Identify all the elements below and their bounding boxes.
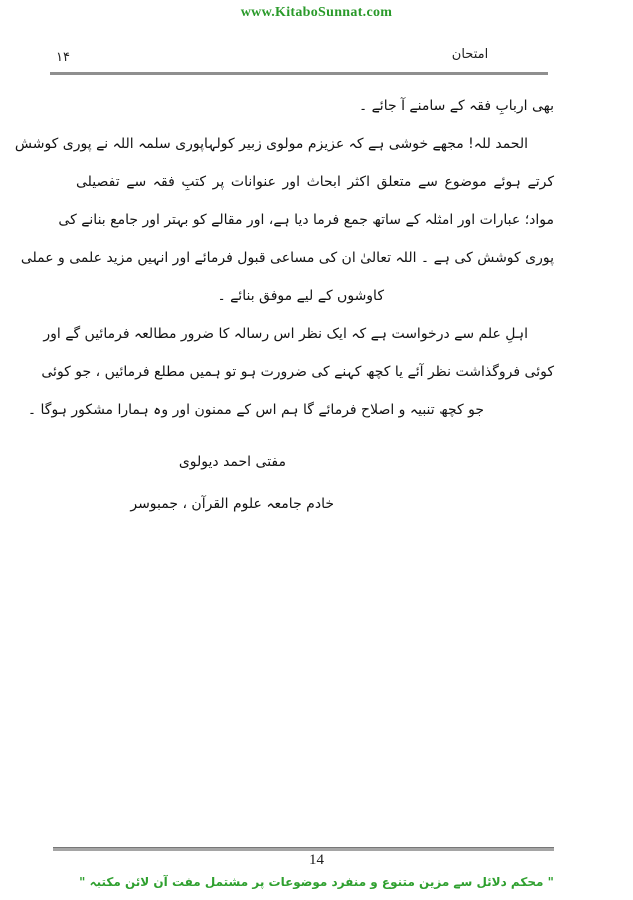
body-line: کوئی فروگذاشت نظر آئے یا کچھ کہنے کی ضرورت ہو تو ہمیں مطلع فرمائیں ، جو کوئی <box>41 364 554 380</box>
body-line: کرتے ہوئے موضوع سے متعلق اکثر ابحاث اور عنوانات پر کتبِ فقہ سے تفصیلی <box>76 174 554 190</box>
body-line: الحمد للہ! مجھے خوشی ہے کہ عزیزم مولوی زبیر کولہاپوری سلمہ اللہ نے پوری کوشش <box>14 136 528 152</box>
body-line: اہلِ علم سے درخواست ہے کہ ایک نظر اس رسالہ کا ضرور مطالعہ فرمائیں گے اور <box>43 326 528 342</box>
body-line: کاوشوں کے لیے موفق بنائے ۔ <box>217 288 384 304</box>
footer-rule <box>53 847 554 851</box>
body-text <box>14 87 554 525</box>
page-number: 14 <box>309 852 324 868</box>
header-rule <box>50 72 548 75</box>
footer-tagline: " محکم دلائل سے مزین متنوع و منفرد موضوعات پر مشتمل مفت آن لائن مکتبہ " <box>79 875 554 889</box>
site-url: www.KitaboSunnat.com <box>240 5 393 20</box>
running-title: امتحان <box>451 47 489 62</box>
header-page-number-urdu: ۱۴ <box>56 50 70 65</box>
body-line: پوری کوشش کی ہے ۔ اللہ تعالیٰ ان کی مساعی قبول فرمائے اور انہیں مزید علمی و عملی <box>20 250 554 266</box>
body-line: مواد؛ عبارات اور امثلہ کے ساتھ جمع فرما دیا ہے، اور مقالے کو بہتر اور جامع بنانے کی <box>58 212 554 228</box>
signature-name: مفتی احمد دیولوی <box>178 454 286 470</box>
body-line: بھی اربابِ فقہ کے سامنے آ جائے ۔ <box>358 98 554 114</box>
signature-role: خادم جامعہ علوم القرآن ، جمبوسر <box>130 496 334 512</box>
body-line: جو کچھ تنبیہ و اصلاح فرمائے گا ہم اس کے ممنون اور وہ ہمارا مشکور ہوگا ۔ <box>27 402 484 418</box>
